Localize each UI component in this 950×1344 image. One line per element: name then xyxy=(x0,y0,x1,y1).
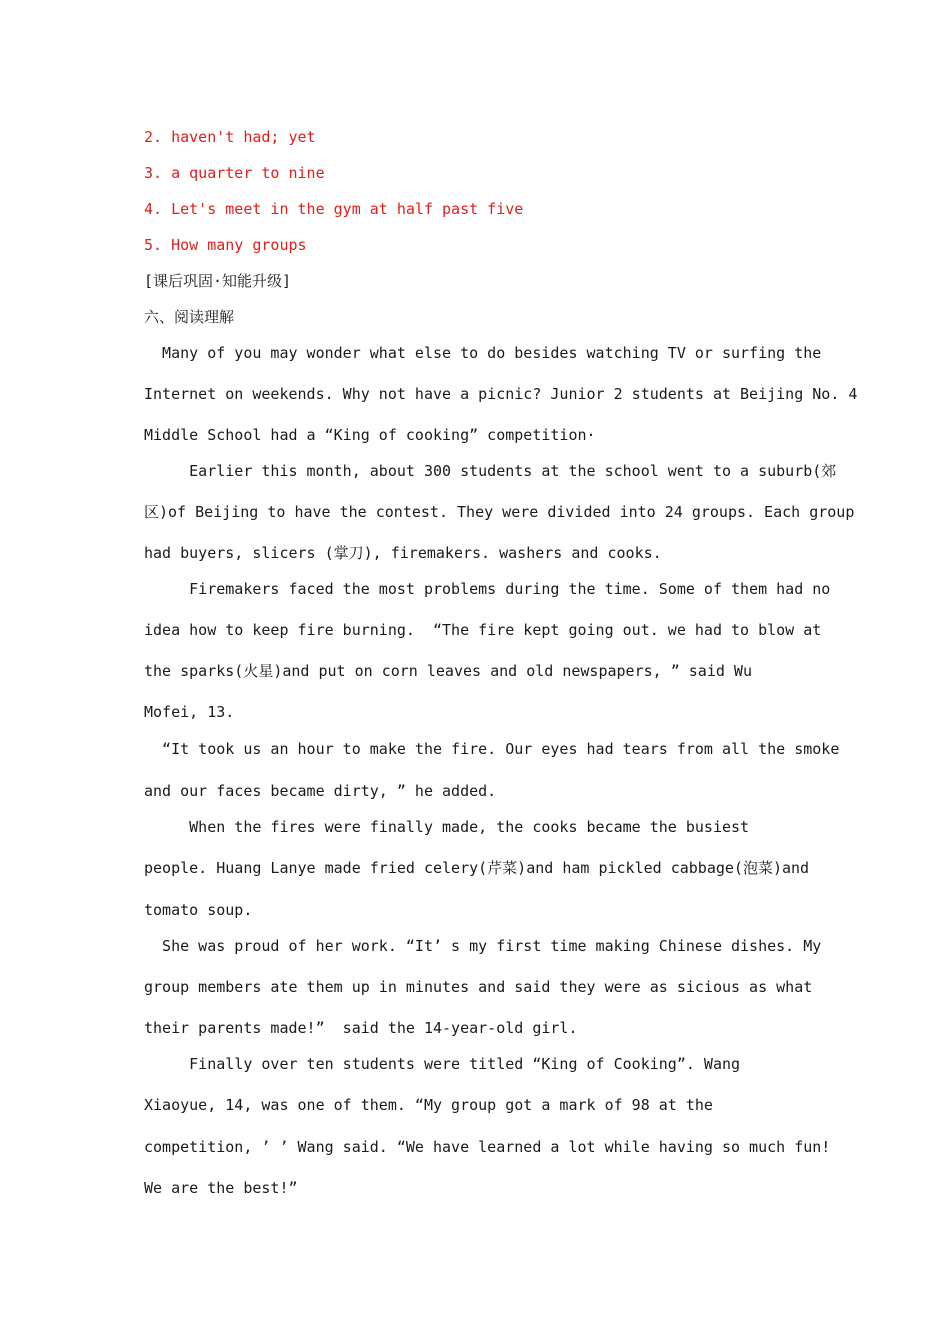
passage-line: Xiaoyue, 14, was one of them. “My group got a mark of 98 at the xyxy=(144,1096,713,1114)
passage-line: Middle School had a “King of cooking” competition· xyxy=(144,426,596,444)
part-title: 六、阅读理解 xyxy=(144,308,235,326)
answer-5: 5. How many groups xyxy=(144,236,307,254)
passage-line: “It took us an hour to make the fire. Our eyes had tears from all the smoke xyxy=(144,740,840,758)
section-heading: [课后巩固·知能升级] xyxy=(144,272,292,290)
passage-line: Finally over ten students were titled “King of Cooking”. Wang xyxy=(144,1055,741,1073)
passage-line: Mofei, 13. xyxy=(144,703,235,721)
passage-line: had buyers, slicers (掌刀), firemakers. washers and cooks. xyxy=(144,544,662,562)
passage-line: She was proud of her work. “It’ s my first time making Chinese dishes. My xyxy=(144,937,822,955)
passage-line: When the fires were finally made, the cooks became the busiest xyxy=(144,818,750,836)
passage-line: Firemakers faced the most problems during the time. Some of them had no xyxy=(144,580,831,598)
passage-line: their parents made!” said the 14-year-old girl. xyxy=(144,1019,578,1037)
passage-line: Many of you may wonder what else to do besides watching TV or surfing the xyxy=(144,344,822,362)
answer-3: 3. a quarter to nine xyxy=(144,164,325,182)
passage-line: competition, ’ ’ Wang said. “We have learned a lot while having so much fun! xyxy=(144,1138,831,1156)
passage-line: people. Huang Lanye made fried celery(芹菜)and ham pickled cabbage(泡菜)and xyxy=(144,859,810,877)
passage-line: We are the best!” xyxy=(144,1179,298,1197)
passage-line: 区)of Beijing to have the contest. They were divided into 24 groups. Each group xyxy=(144,503,855,521)
passage-line: the sparks(火星)and put on corn leaves and old newspapers, ” said Wu xyxy=(144,662,752,680)
passage-line: idea how to keep fire burning. “The fire kept going out. we had to blow at xyxy=(144,621,822,639)
passage-line: tomato soup. xyxy=(144,901,253,919)
answer-4: 4. Let's meet in the gym at half past five xyxy=(144,200,524,218)
passage-line: group members ate them up in minutes and said they were as sicious as what xyxy=(144,978,813,996)
passage-line: and our faces became dirty, ” he added. xyxy=(144,782,497,800)
passage-line: Earlier this month, about 300 students at the school went to a suburb(郊 xyxy=(144,462,837,480)
passage-line: Internet on weekends. Why not have a picnic? Junior 2 students at Beijing No. 4 xyxy=(144,385,858,403)
answer-2: 2. haven't had; yet xyxy=(144,128,316,146)
